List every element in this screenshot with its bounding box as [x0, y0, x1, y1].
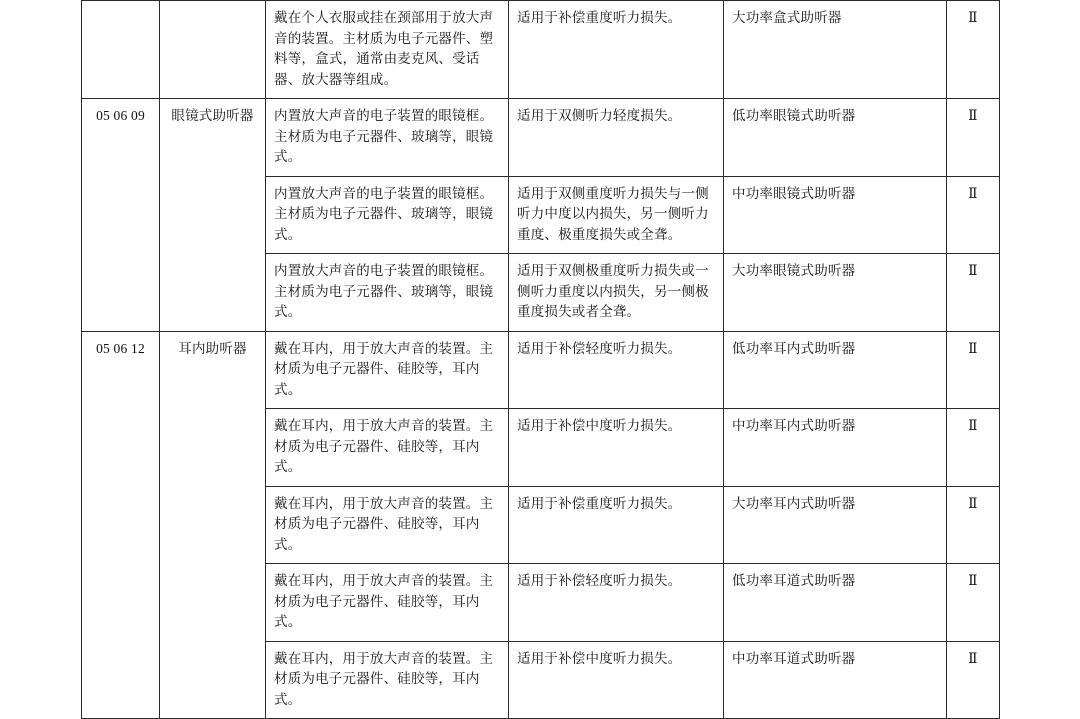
cell-code: 05 06 09: [82, 99, 160, 332]
cell-intended-use: 适用于补偿重度听力损失。: [509, 1, 724, 99]
cell-product-example: 大功率眼镜式助听器: [724, 254, 947, 332]
cell-product-example: 低功率耳内式助听器: [724, 331, 947, 409]
cell-product-example: 大功率耳内式助听器: [724, 486, 947, 564]
cell-intended-use: 适用于补偿轻度听力损失。: [509, 564, 724, 642]
cell-intended-use: 适用于双侧重度听力损失与一侧听力中度以内损失，另一侧听力重度、极重度损失或全聋。: [509, 176, 724, 254]
cell-description: 戴在耳内，用于放大声音的装置。主材质为电子元器件、硅胶等，耳内式。: [266, 564, 509, 642]
cell-product-example: 中功率耳内式助听器: [724, 409, 947, 487]
cell-description: 戴在耳内，用于放大声音的装置。主材质为电子元器件、硅胶等，耳内式。: [266, 331, 509, 409]
cell-description: 戴在个人衣服或挂在颈部用于放大声音的装置。主材质为电子元器件、塑料等，盒式，通常由麦克风、受话器、放大器等组成。: [266, 1, 509, 99]
cell-intended-use: 适用于补偿中度听力损失。: [509, 641, 724, 719]
cell-description: 戴在耳内，用于放大声音的装置。主材质为电子元器件、硅胶等，耳内式。: [266, 641, 509, 719]
cell-code: 05 06 12: [82, 331, 160, 719]
cell-class: Ⅱ: [947, 176, 1000, 254]
cell-product-example: 低功率耳道式助听器: [724, 564, 947, 642]
cell-class: Ⅱ: [947, 254, 1000, 332]
cell-product-example: 中功率耳道式助听器: [724, 641, 947, 719]
cell-class: Ⅱ: [947, 641, 1000, 719]
classification-table: [81, 0, 1000, 719]
cell-code: [82, 1, 160, 99]
cell-class: Ⅱ: [947, 99, 1000, 177]
cell-class: Ⅱ: [947, 1, 1000, 99]
cell-class: Ⅱ: [947, 409, 1000, 487]
cell-intended-use: 适用于双侧极重度听力损失或一侧听力重度以内损失，另一侧极重度损失或者全聋。: [509, 254, 724, 332]
table-row: [82, 99, 1000, 177]
cell-class: Ⅱ: [947, 564, 1000, 642]
cell-intended-use: 适用于双侧听力轻度损失。: [509, 99, 724, 177]
cell-name: [160, 1, 266, 99]
cell-product-example: 中功率眼镜式助听器: [724, 176, 947, 254]
cell-name: 眼镜式助听器: [160, 99, 266, 332]
table-row: [82, 1, 1000, 99]
table-row: [82, 331, 1000, 409]
cell-description: 内置放大声音的电子装置的眼镜框。主材质为电子元器件、玻璃等，眼镜式。: [266, 254, 509, 332]
cell-product-example: 低功率眼镜式助听器: [724, 99, 947, 177]
cell-intended-use: 适用于补偿重度听力损失。: [509, 486, 724, 564]
cell-intended-use: 适用于补偿轻度听力损失。: [509, 331, 724, 409]
cell-class: Ⅱ: [947, 486, 1000, 564]
cell-description: 戴在耳内，用于放大声音的装置。主材质为电子元器件、硅胶等，耳内式。: [266, 486, 509, 564]
cell-intended-use: 适用于补偿中度听力损失。: [509, 409, 724, 487]
cell-name: 耳内助听器: [160, 331, 266, 719]
cell-product-example: 大功率盒式助听器: [724, 1, 947, 99]
cell-description: 内置放大声音的电子装置的眼镜框。主材质为电子元器件、玻璃等，眼镜式。: [266, 176, 509, 254]
cell-description: 戴在耳内，用于放大声音的装置。主材质为电子元器件、硅胶等，耳内式。: [266, 409, 509, 487]
cell-description: 内置放大声音的电子装置的眼镜框。主材质为电子元器件、玻璃等，眼镜式。: [266, 99, 509, 177]
cell-class: Ⅱ: [947, 331, 1000, 409]
